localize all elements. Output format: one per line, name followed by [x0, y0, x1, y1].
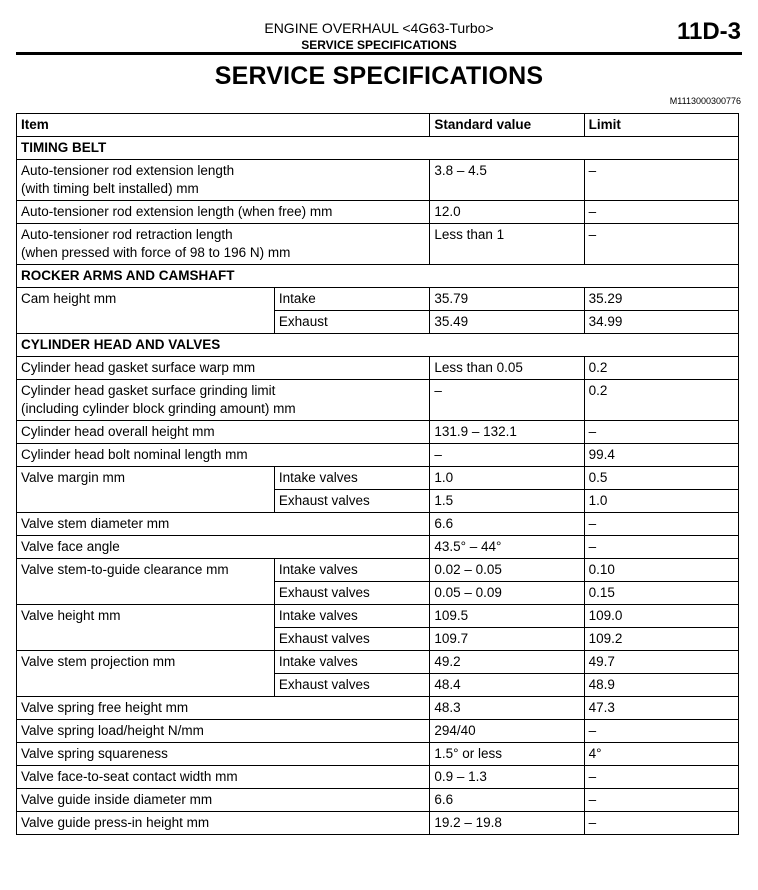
section-row: [17, 334, 739, 357]
limit-cell: 99.4: [584, 444, 738, 467]
section-title-rocker-arms: ROCKER ARMS AND CAMSHAFT: [17, 265, 739, 288]
limit-cell: –: [584, 812, 738, 835]
header-title: ENGINE OVERHAUL <4G63-Turbo>: [264, 20, 494, 36]
standard-value-cell: Less than 0.05: [430, 357, 584, 380]
table-row: [17, 288, 739, 311]
limit-cell: 0.2: [584, 380, 738, 421]
table-row: [17, 201, 739, 224]
standard-value-cell: 109.7: [430, 628, 584, 651]
table-row: [17, 812, 739, 835]
standard-value-cell: 48.4: [430, 674, 584, 697]
page-number: 11D-3: [676, 18, 741, 45]
limit-cell: –: [584, 536, 738, 559]
table-row: [17, 536, 739, 559]
item-cell: Valve margin mm: [17, 467, 275, 513]
standard-value-cell: –: [430, 380, 584, 421]
item-cell: Auto-tensioner rod extension length (when free) mm: [17, 201, 430, 224]
item-cell: Valve spring load/height N/mm: [17, 720, 430, 743]
limit-cell: –: [584, 224, 738, 265]
table-row: [17, 789, 739, 812]
item-cell: Valve guide press-in height mm: [17, 812, 430, 835]
item-cell: Valve stem diameter mm: [17, 513, 430, 536]
sub-item-cell: Intake valves: [274, 467, 429, 490]
sub-item-cell: Intake: [274, 288, 429, 311]
standard-value-cell: –: [430, 444, 584, 467]
limit-cell: 47.3: [584, 697, 738, 720]
column-header-standard: Standard value: [430, 114, 584, 137]
item-cell: Valve height mm: [17, 605, 275, 651]
table-row: [17, 559, 739, 582]
standard-value-cell: 35.49: [430, 311, 584, 334]
sub-item-cell: Intake valves: [274, 559, 429, 582]
item-cell: Cam height mm: [17, 288, 275, 334]
table-row: [17, 720, 739, 743]
item-cell: Valve guide inside diameter mm: [17, 789, 430, 812]
standard-value-cell: 19.2 – 19.8: [430, 812, 584, 835]
standard-value-cell: 1.5° or less: [430, 743, 584, 766]
item-line: Auto-tensioner rod extension length: [21, 163, 235, 178]
limit-cell: 0.2: [584, 357, 738, 380]
standard-value-cell: 0.05 – 0.09: [430, 582, 584, 605]
limit-cell: –: [584, 160, 738, 201]
standard-value-cell: 3.8 – 4.5: [430, 160, 584, 201]
specifications-table: [16, 113, 739, 835]
standard-value-cell: 1.0: [430, 467, 584, 490]
limit-cell: 0.10: [584, 559, 738, 582]
sub-item-cell: Exhaust valves: [274, 674, 429, 697]
sub-item-cell: Intake valves: [274, 651, 429, 674]
limit-cell: 0.15: [584, 582, 738, 605]
standard-value-cell: 48.3: [430, 697, 584, 720]
limit-cell: –: [584, 513, 738, 536]
sub-item-cell: Intake valves: [274, 605, 429, 628]
standard-value-cell: Less than 1: [430, 224, 584, 265]
limit-cell: –: [584, 201, 738, 224]
table-row: [17, 357, 739, 380]
sub-item-cell: Exhaust: [274, 311, 429, 334]
table-row: [17, 513, 739, 536]
table-row: [17, 444, 739, 467]
table-row: [17, 651, 739, 674]
limit-cell: –: [584, 789, 738, 812]
table-row: [17, 697, 739, 720]
item-cell: Cylinder head gasket surface warp mm: [17, 357, 430, 380]
item-cell: [17, 160, 430, 201]
limit-cell: –: [584, 421, 738, 444]
table-row: [17, 743, 739, 766]
table-row: [17, 160, 739, 201]
item-line: Cylinder head gasket surface grinding limit: [21, 383, 276, 398]
table-row: [17, 224, 739, 265]
item-cell: Valve face-to-seat contact width mm: [17, 766, 430, 789]
item-line: (including cylinder block grinding amount) mm: [21, 401, 296, 416]
limit-cell: 1.0: [584, 490, 738, 513]
table-row: [17, 421, 739, 444]
item-cell: Valve stem-to-guide clearance mm: [17, 559, 275, 605]
document-id: M1113000300776: [669, 96, 741, 106]
standard-value-cell: 0.9 – 1.3: [430, 766, 584, 789]
item-line: Auto-tensioner rod retraction length: [21, 227, 233, 242]
standard-value-cell: 35.79: [430, 288, 584, 311]
column-header-item: Item: [17, 114, 430, 137]
item-cell: Valve spring squareness: [17, 743, 430, 766]
item-cell: [17, 224, 430, 265]
limit-cell: 49.7: [584, 651, 738, 674]
limit-cell: 4°: [584, 743, 738, 766]
standard-value-cell: 12.0: [430, 201, 584, 224]
item-line: (when pressed with force of 98 to 196 N) mm: [21, 245, 291, 260]
limit-cell: 109.2: [584, 628, 738, 651]
standard-value-cell: 49.2: [430, 651, 584, 674]
section-row: [17, 137, 739, 160]
table-row: [17, 766, 739, 789]
item-cell: Valve spring free height mm: [17, 697, 430, 720]
table-row: [17, 605, 739, 628]
table-row: [17, 380, 739, 421]
item-cell: Cylinder head overall height mm: [17, 421, 430, 444]
limit-cell: 48.9: [584, 674, 738, 697]
standard-value-cell: 294/40: [430, 720, 584, 743]
sub-item-cell: Exhaust valves: [274, 628, 429, 651]
section-title-timing-belt: TIMING BELT: [17, 137, 739, 160]
header-rule: [16, 52, 742, 55]
limit-cell: 35.29: [584, 288, 738, 311]
standard-value-cell: 1.5: [430, 490, 584, 513]
column-header-limit: Limit: [584, 114, 738, 137]
limit-cell: 109.0: [584, 605, 738, 628]
standard-value-cell: 109.5: [430, 605, 584, 628]
section-title-cylinder-head: CYLINDER HEAD AND VALVES: [17, 334, 739, 357]
page-title: SERVICE SPECIFICATIONS: [214, 62, 544, 90]
limit-cell: 34.99: [584, 311, 738, 334]
section-row: [17, 265, 739, 288]
sub-item-cell: Exhaust valves: [274, 582, 429, 605]
item-line: (with timing belt installed) mm: [21, 181, 199, 196]
item-cell: Cylinder head bolt nominal length mm: [17, 444, 430, 467]
sub-item-cell: Exhaust valves: [274, 490, 429, 513]
header-subtitle: SERVICE SPECIFICATIONS: [301, 38, 457, 52]
table-row: [17, 467, 739, 490]
standard-value-cell: 6.6: [430, 789, 584, 812]
standard-value-cell: 43.5° – 44°: [430, 536, 584, 559]
standard-value-cell: 6.6: [430, 513, 584, 536]
standard-value-cell: 131.9 – 132.1: [430, 421, 584, 444]
limit-cell: 0.5: [584, 467, 738, 490]
item-cell: Valve stem projection mm: [17, 651, 275, 697]
limit-cell: –: [584, 720, 738, 743]
item-cell: Valve face angle: [17, 536, 430, 559]
item-cell: [17, 380, 430, 421]
standard-value-cell: 0.02 – 0.05: [430, 559, 584, 582]
limit-cell: –: [584, 766, 738, 789]
table-header-row: [17, 114, 739, 137]
